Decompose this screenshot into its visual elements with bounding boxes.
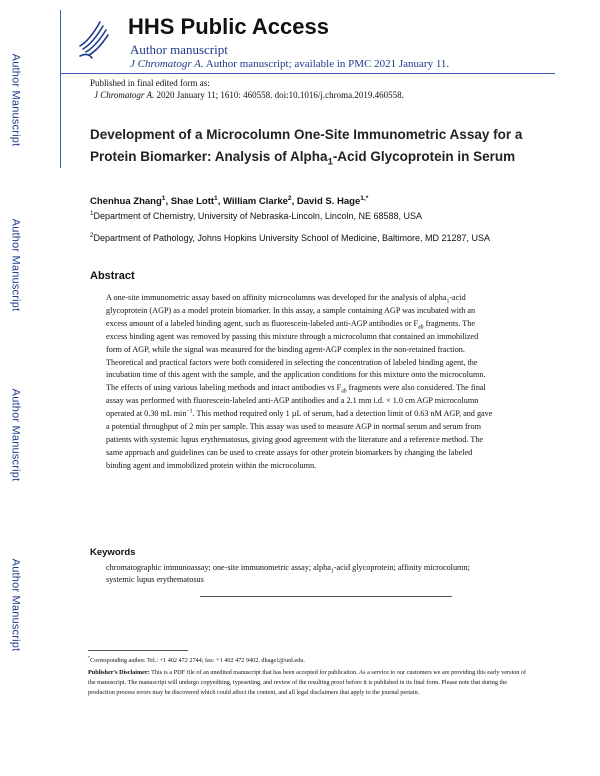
journal-availability: J Chromatogr A. Author manuscript; available in PMC 2021 January 11. [130,58,450,70]
keywords-divider [200,596,452,597]
hhs-public-access-title: HHS Public Access [128,14,329,39]
affiliation-1: $^1$Department of Chemistry, University of Nebraska-Lincoln, Lincoln, NE 68588, USA [90,210,422,221]
affiliation-2: $^2$Department of Pathology, Johns Hopkins University School of Medicine, Baltimore, MD 21287, USA [90,232,491,243]
published-note: Published in final edited form as: [90,78,210,88]
publisher-disclaimer: Publisher's Disclaimer: This is a PDF file of an unedited manuscript that has been accepted for publication. As a service to our customers we are providing this early version of the manuscript. The manuscript will undergo copyediting, typesetting, and review of the resulting proof before it is published in its final form. Please note that during the production process errors may be discovered which could affect the content, and all legal disclaimers that apply to the journal pertain. [88,669,527,696]
keywords-heading: Keywords [90,547,136,558]
corresponding-author-footnote: *Corresponding author. Tel.: +1 402 472 2744; fax: +1 402 472 9402. dhage1@unl.edu. [88,654,305,664]
abstract-body: A one-site immunometric assay based on affinity microcolumns was developed for the analysis of alpha$_1$-acid glycoprotein (AGP) as a model protein biomarker. In this assay, a sample containing AGP was incubated with an excess amount of a labeled binding agent, such as fluorescein-labeled anti-AGP antibodies or $F_{ab}$ fragments. The excess binding agent was removed by passing this mixture through a microcolumn that contained an immobilized form of AGP, while the signal was measured for the binding agent-AGP complex in the non-retained fraction. Theoretical and practical factors were both considered in selecting the concentration of labeled binding agent, the incubation time of this agent with the sample, and the application conditions for this mixture onto the microcolumn. The effects of using various labeling methods and intact antibodies vs $F_{ab}$ fragments were also considered. The final assay was performed with fluorescein-labeled anti-AGP antibodies and a 2.1 mm i.d. × 1.0 cm AGP microcolumn operated at 0.30 mL $\min^{-1}$. This method required only 1 µL of serum, had a detection limit of 0.63 nM AGP, and gave a potential throughput of 2 min per sample. This assay was used to measure AGP in normal serum and serum from patients with systemic lupus erythematosus, giving good agreement with the literature and a reference method. The same approach and guidelines can be used to create assays for other protein biomarkers by changing the labeled binding agent and immobilized protein within the microcolumn. [106,293,493,470]
author-name: David S. Hage [296,196,361,207]
author-list: Chenhua Zhang$^1$, Shae Lott$^1$, William Clarke$^2$, David S. Hage$^{1,*}$ [90,194,369,207]
footnote-divider [88,650,188,651]
author-manuscript-subtitle: Author manuscript [130,42,228,57]
hhs-eagle-logo-icon [76,16,110,60]
side-label-1: Author Manuscript [9,53,22,147]
abstract-heading: Abstract [90,270,135,282]
header-horizontal-rule [60,73,555,74]
side-label-3: Author Manuscript [9,388,22,482]
header-vertical-rule [60,10,61,168]
article-title: Development of a Microcolumn One-Site Immunometric Assay for a Protein Biomarker: Analysis of Alpha$_1$-Acid Glycoprotein in Serum [90,127,523,168]
keywords-list: chromatographic immunoassay; one-site immunometric assay; alpha$_1$-acid glycoprotein; affinity microcolumn; systemic lupus erythematosus [106,563,470,584]
author-name: William Clarke [223,196,288,207]
side-label-4: Author Manuscript [9,558,22,652]
citation-line: J Chromatogr A. 2020 January 11; 1610: 460558. doi:10.1016/j.chroma.2019.460558. [94,90,404,100]
side-label-2: Author Manuscript [9,218,22,312]
author-name: Chenhua Zhang [90,196,162,207]
author-name: Shae Lott [170,196,215,207]
